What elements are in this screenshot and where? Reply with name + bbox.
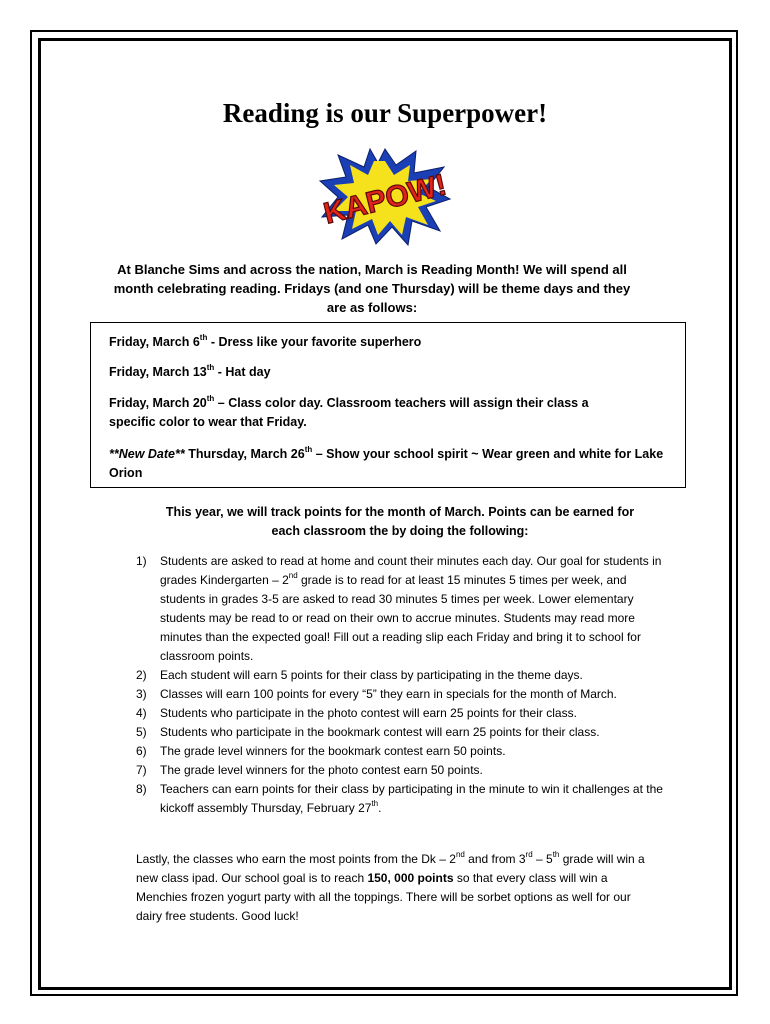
- list-item: 1) Students are asked to read at home and count their minutes each day. Our goal for students in grades Kindergarten – 2nd grade is to read for at least 15 minutes 5 times per week, and students in grades 3-5 are asked to read 30 minutes 5 times per week. Lower elementary students may be read to or read on their own to accrue minutes. Students may read more minutes than the expected goal! Fill out a reading slip each Friday and bring it to school for classroom points.: [136, 554, 662, 663]
- list-item: 6) The grade level winners for the bookmark contest earn 50 points.: [136, 744, 506, 758]
- page-title: Reading is our Superpower!: [222, 98, 548, 128]
- list-item: 2) Each student will earn 5 points for their class by participating in the theme days.: [136, 668, 583, 682]
- points-intro: This year, we will track points for the month of March. Points can be earned for each classroom the by doing the following:: [165, 505, 635, 538]
- intro-paragraph: At Blanche Sims and across the nation, March is Reading Month! We will spend all month celebrating reading. Fridays (and one Thursday) will be theme days and they are as follows:: [113, 262, 631, 315]
- points-rules-list: [136, 552, 666, 818]
- list-item: 4) Students who participate in the photo contest will earn 25 points for their class.: [136, 706, 577, 720]
- theme-day-item: Friday, March 13th - Hat day: [109, 363, 271, 379]
- kapow-logo: [318, 147, 452, 247]
- list-item: 3) Classes will earn 100 points for every “5” they earn in specials for the month of March.: [136, 687, 617, 701]
- kapow-text: KAPOW!: [320, 168, 450, 231]
- list-item: 5) Students who participate in the bookmark contest will earn 25 points for their class.: [136, 725, 600, 739]
- theme-day-item: Friday, March 6th - Dress like your favorite superhero: [109, 333, 422, 349]
- closing-paragraph: Lastly, the classes who earn the most points from the Dk – 2nd and from 3rd – 5th grade will win a new class ipad. Our school goal is to reach 150, 000 points so that every class will win a Menchies frozen yogurt party with all the toppings. There will be sorbet options as well for our dairy free students. Good luck!: [136, 850, 645, 923]
- points-goal: 150, 000 points: [367, 871, 454, 885]
- list-item: 7) The grade level winners for the photo contest earn 50 points.: [136, 763, 483, 777]
- theme-day-item: **New Date** Thursday, March 26th – Show your school spirit ~ Wear green and white for Lake Orion: [109, 445, 664, 480]
- theme-day-item: Friday, March 20th – Class color day. Classroom teachers will assign their class a specific color to wear that Friday.: [109, 394, 589, 429]
- list-item: 8) Teachers can earn points for their class by participating in the minute to win it challenges at the kickoff assembly Thursday, February 27th.: [136, 782, 663, 815]
